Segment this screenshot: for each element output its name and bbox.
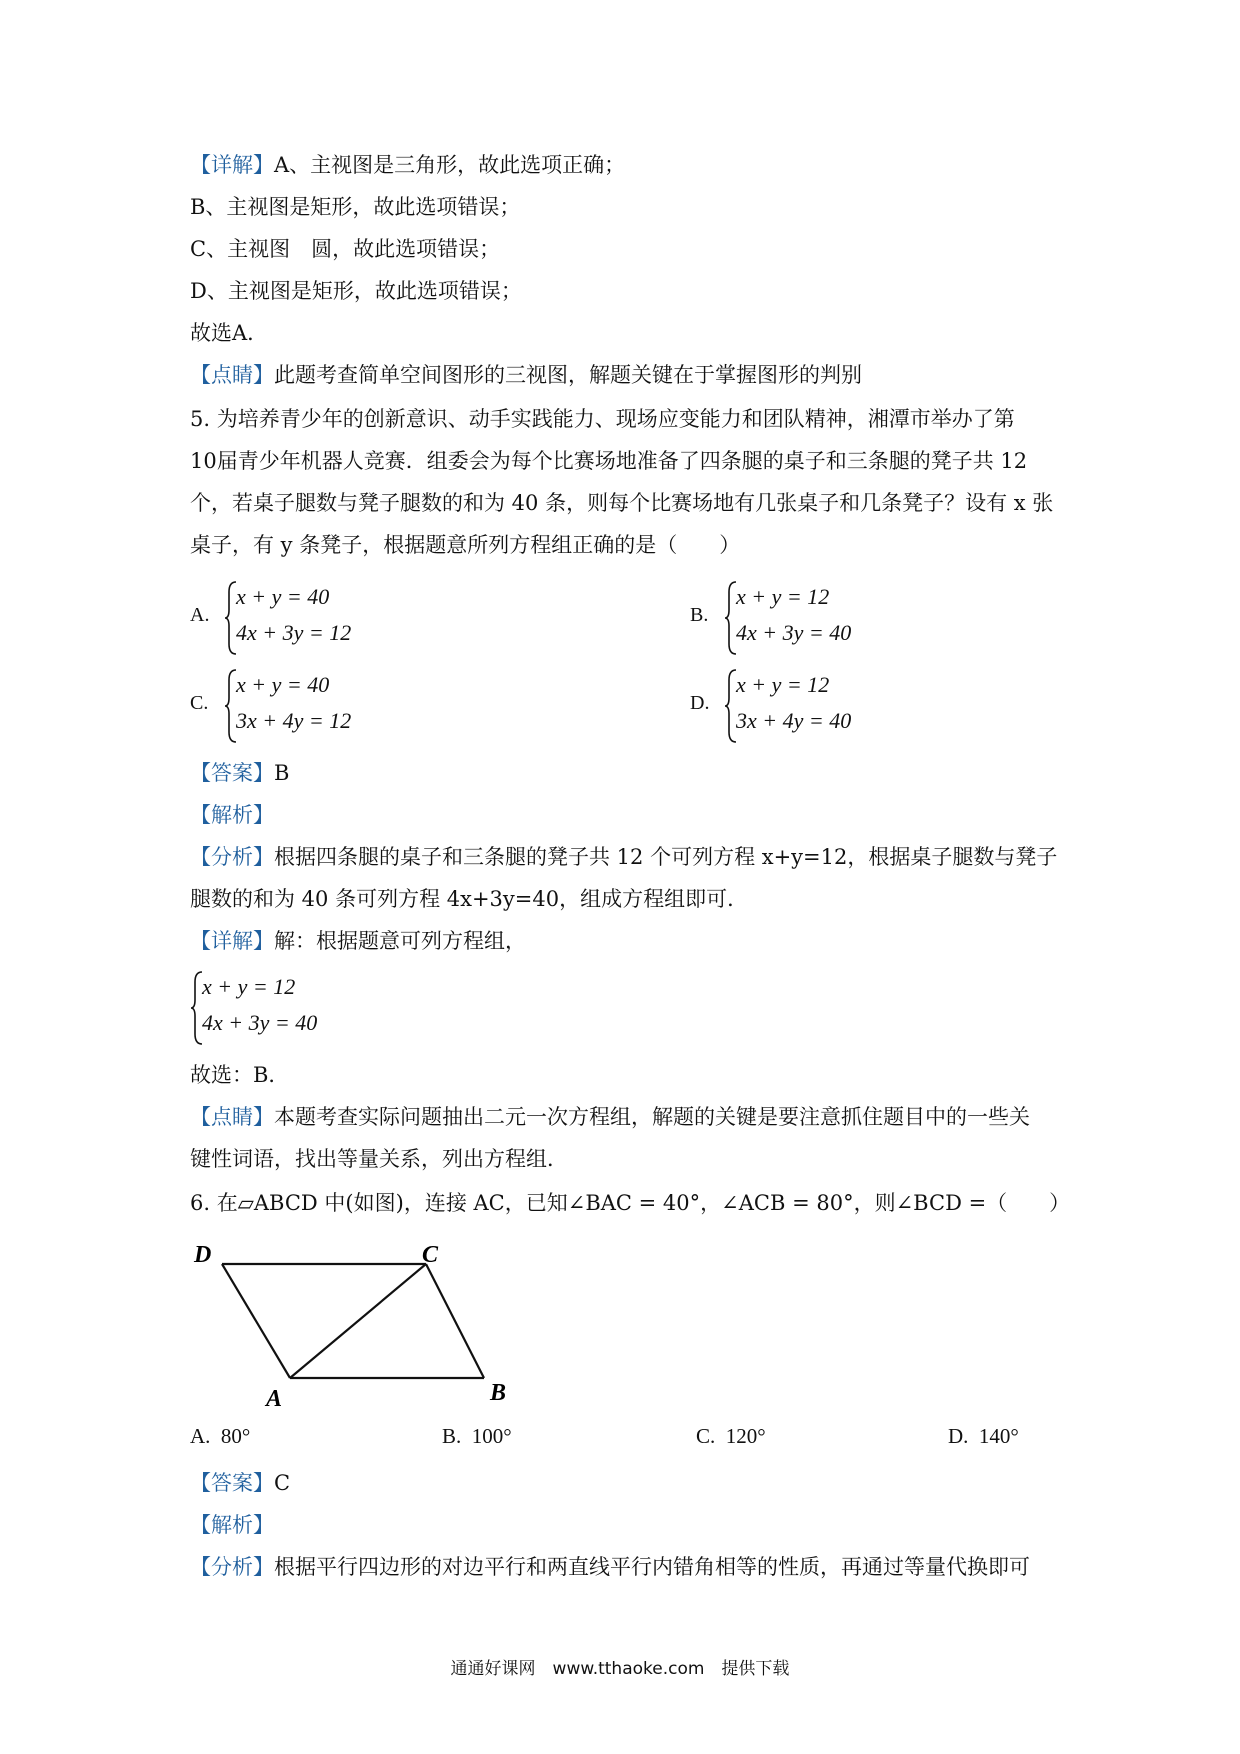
edge-cb [426, 1264, 484, 1378]
q6-choice-a: A. 80° [190, 1424, 251, 1448]
q5-solution-system: x + y = 12 4x + 3y = 40 [190, 968, 1070, 1048]
detail-conclusion: 故选A． [190, 321, 269, 345]
q5-stem-line-4: 桌子，有 y 条凳子，根据题意所列方程组正确的是（ ） [190, 533, 741, 557]
q6-answer: 【答案】C [190, 1471, 291, 1495]
q5-conclusion: 故选：B． [190, 1063, 290, 1087]
q5-fenxi-line-1: 【分析】根据四条腿的桌子和三条腿的凳子共 12 个可列方程 x+y=12，根据桌子腿数与凳子 [190, 845, 1058, 869]
detail-line-d: D、主视图是矩形，故此选项错误； [190, 279, 522, 303]
vertex-label-b: B [490, 1380, 507, 1406]
page-footer: 通通好课网 www.tthaoke.com 提供下载 [450, 1659, 790, 1679]
q5-detail: 【详解】解：根据题意可列方程组， [190, 929, 526, 953]
q6-analysis-tag: 【解析】 [190, 1513, 274, 1537]
q5-options-row-2: C. x + y = 40 3x + 4y = 12 D. x + y = 12 3x + 4y = 40 [190, 666, 1070, 746]
q5-options-row-1: A. x + y = 40 4x + 3y = 12 B. x + y = 12 4x + 3y = 40 [190, 578, 1070, 658]
q5-answer: 【答案】B [190, 761, 290, 785]
q5-stem-line-3: 个，若桌子腿数与凳子腿数的和为 40 条，则每个比赛场地有几张桌子和几条凳子？设有 x 张 [190, 491, 1054, 515]
q5-stem-line-2: 10届青少年机器人竞赛．组委会为每个比赛场地准备了四条腿的桌子和三条腿的凳子共 12 [190, 449, 1028, 473]
q5-comment-line-1: 【点睛】本题考查实际问题抽出二元一次方程组，解题的关键是要注意抓住题目中的一些关 [190, 1105, 1030, 1129]
comment-tag: 【点睛】 [190, 363, 274, 387]
q6-choice-b: B. 100° [442, 1424, 512, 1448]
q5-analysis-tag: 【解析】 [190, 803, 274, 827]
q6-choice-d: D. 140° [948, 1424, 1019, 1448]
vertex-label-c: C [422, 1242, 439, 1268]
detail-tag: 【详解】 [190, 153, 274, 177]
vertex-label-d: D [194, 1242, 212, 1268]
edge-da [222, 1264, 290, 1378]
q5-stem-line-1: 5. 为培养青少年的创新意识、动手实践能力、现场应变能力和团队精神，湘潭市举办了第 [190, 407, 1015, 431]
q6-fenxi: 【分析】根据平行四边形的对边平行和两直线平行内错角相等的性质，再通过等量代换即可 [190, 1555, 1030, 1579]
q5-comment-line-2: 键性词语，找出等量关系，列出方程组． [190, 1147, 568, 1171]
detail-line-c: C、主视图 圆，故此选项错误； [190, 237, 501, 261]
diagonal-ac [290, 1264, 426, 1378]
q6-stem: 6. 在▱ABCD 中(如图)，连接 AC，已知∠BAC = 40°，∠ACB = 80°，则∠BCD =（ ） [190, 1191, 1071, 1215]
parallelogram-figure [190, 1238, 530, 1408]
q5-fenxi-line-2: 腿数的和为 40 条可列方程 4x+3y=40，组成方程组即可． [190, 887, 749, 911]
detail-line-a: 【详解】A、主视图是三角形，故此选项正确； [190, 153, 626, 177]
detail-line-b: B、主视图是矩形，故此选项错误； [190, 195, 521, 219]
q6-choice-c: C. 120° [696, 1424, 766, 1448]
vertex-label-a: A [266, 1386, 283, 1408]
comment-line: 【点睛】此题考查简单空间图形的三视图，解题关键在于掌握图形的判别 [190, 363, 862, 387]
